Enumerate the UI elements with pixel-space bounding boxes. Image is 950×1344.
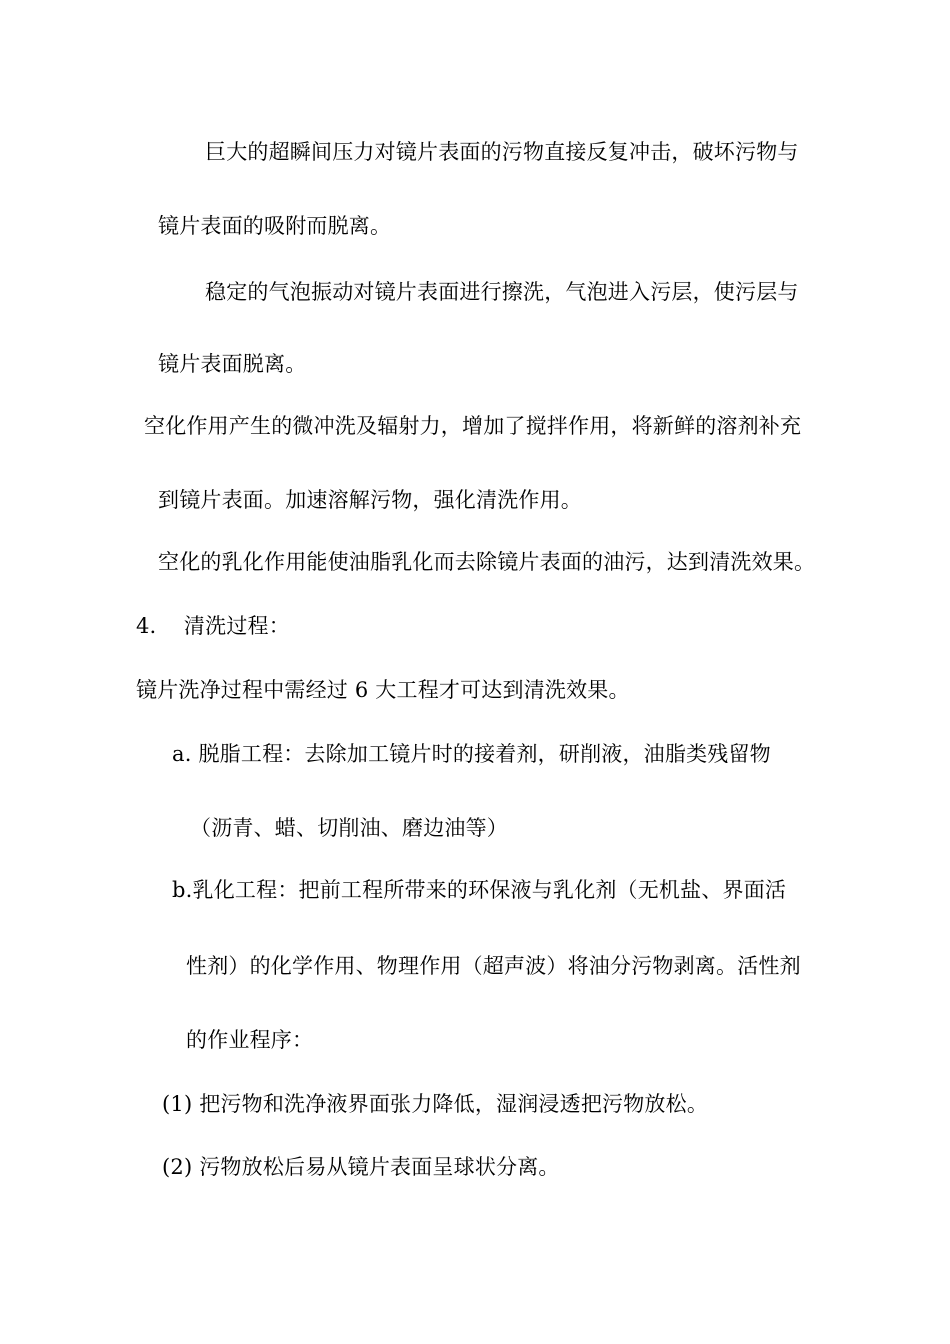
paragraph-line: 到镜片表面。加速溶解污物，强化清洗作用。 <box>158 488 582 512</box>
numbered-item-line: (2) 污物放松后易从镜片表面呈球状分离。 <box>162 1155 560 1179</box>
paragraph-line: 稳定的气泡振动对镜片表面进行擦洗，气泡进入污层，使污层与 <box>205 280 799 304</box>
list-item-line: （沥青、蜡、切削油、磨边油等） <box>190 816 508 840</box>
paragraph-line: 巨大的超瞬间压力对镜片表面的污物直接反复冲击，破坏污物与 <box>205 140 799 164</box>
section-heading: 4. 清洗过程： <box>136 614 290 638</box>
paragraph-line: 空化的乳化作用能使油脂乳化而去除镜片表面的油污，达到清洗效果。 <box>158 550 816 574</box>
list-item-line: a. 脱脂工程：去除加工镜片时的接着剂，研削液，油脂类残留物 <box>172 742 771 766</box>
paragraph-line: 镜片洗净过程中需经过 6 大工程才可达到清洗效果。 <box>136 678 630 702</box>
list-item-line: 的作业程序： <box>186 1028 314 1052</box>
paragraph-line: 镜片表面的吸附而脱离。 <box>158 214 392 238</box>
list-item-line: 性剂）的化学作用、物理作用（超声波）将油分污物剥离。活性剂 <box>186 954 801 978</box>
paragraph-line: 镜片表面脱离。 <box>158 352 307 376</box>
numbered-item-line: (1) 把污物和洗净液界面张力降低，湿润浸透把污物放松。 <box>162 1092 709 1116</box>
list-item-line: b.乳化工程：把前工程所带来的环保液与乳化剂（无机盐、界面活 <box>172 878 787 902</box>
paragraph-line: 空化作用产生的微冲洗及辐射力，增加了搅拌作用，将新鲜的溶剂补充 <box>144 414 802 438</box>
